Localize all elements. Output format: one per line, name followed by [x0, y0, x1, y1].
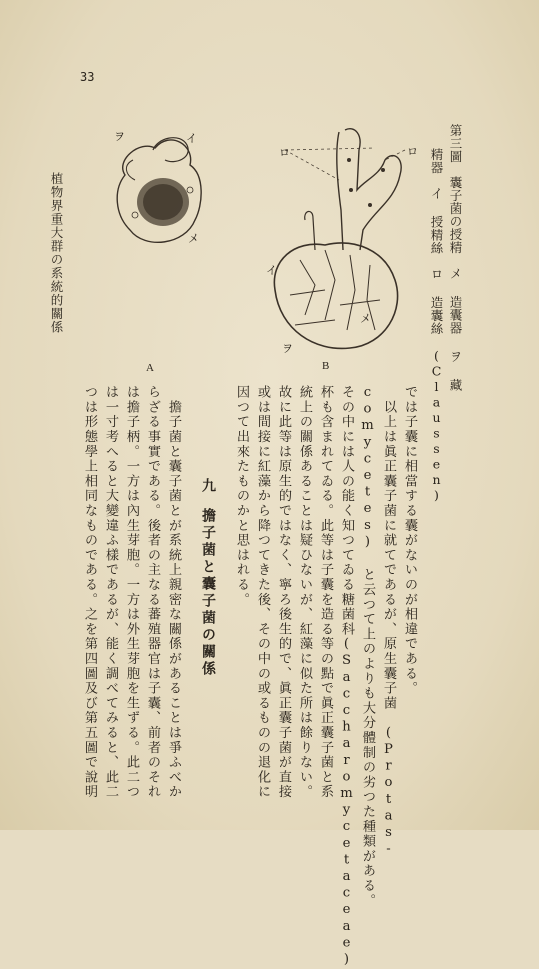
- section-title: 擔子菌と囊子菌の關係: [200, 508, 216, 678]
- label-wo-b: ヲ: [282, 343, 293, 355]
- body-line: つは形態學上相同なものである。之を第四圖及び第五圖で說明: [82, 385, 97, 800]
- body-line: 統上の關係あることは疑ひないが、紅藻に似た所は餘りない。: [297, 385, 312, 800]
- section-number: 九: [200, 478, 216, 495]
- body-line: 或は間接に紅藻から降つてきた後、その中の或るものの退化に: [255, 385, 270, 800]
- figure-caption-line-1: 第三圖 囊子菌の授精 メ 造囊器 ヲ 藏: [448, 124, 463, 392]
- label-ro-b-right: ロ: [407, 146, 418, 158]
- body-line: 擔子菌と囊子菌とが系統上親密な關係があることは爭ふべか: [166, 385, 181, 800]
- body-line: らざる事實である。後者の主なる蕃殖器官は子囊、前者のそれ: [145, 385, 160, 800]
- body-line: は擔子柄。一方は內生芽胞。一方は外生芽胞を生ずる。此二つ: [124, 385, 139, 800]
- body-line: その中には人の能く知つてゐる糖菌科(Saccharomycetaceae): [339, 385, 354, 969]
- body-line: 杯も含まれてゐる。此等は子囊を造る等の點で眞正囊子菌と系: [318, 385, 333, 800]
- body-line: comycetes) と云つて上のよりも大分體制の劣つた種類がある。: [360, 385, 375, 908]
- label-ro-b-left: ロ: [279, 147, 290, 159]
- label-me-b: メ: [360, 313, 371, 325]
- body-line: 故に此等は原生的ではなく、寧ろ後生的で、眞正囊子菌が直接: [276, 385, 291, 800]
- label-wo-a: ヲ: [114, 131, 125, 143]
- body-line: では子囊に相當する囊がないのが相違である。: [402, 385, 417, 696]
- label-me-a: メ: [188, 233, 199, 245]
- label-figure-b: B: [322, 360, 330, 372]
- label-i-b: イ: [266, 265, 277, 277]
- running-header: 植物界重大群の系統的關係: [49, 172, 64, 334]
- body-line: 因つて出來たものかと思はれる。: [234, 385, 249, 607]
- label-i-a: イ: [186, 133, 197, 145]
- label-figure-a: A: [146, 362, 154, 374]
- body-line: 以上は眞正囊子菌に就てであるが、原生囊子菌 (Protas-: [381, 385, 396, 859]
- body-line: は一寸考へると大變違ふ樣であるが、能く調べてみると、此二: [103, 385, 118, 800]
- figure-caption-line-2: 精器 イ 授精絲 ロ 造囊絲 (Claussen): [429, 148, 444, 503]
- page-number: 33: [80, 70, 95, 84]
